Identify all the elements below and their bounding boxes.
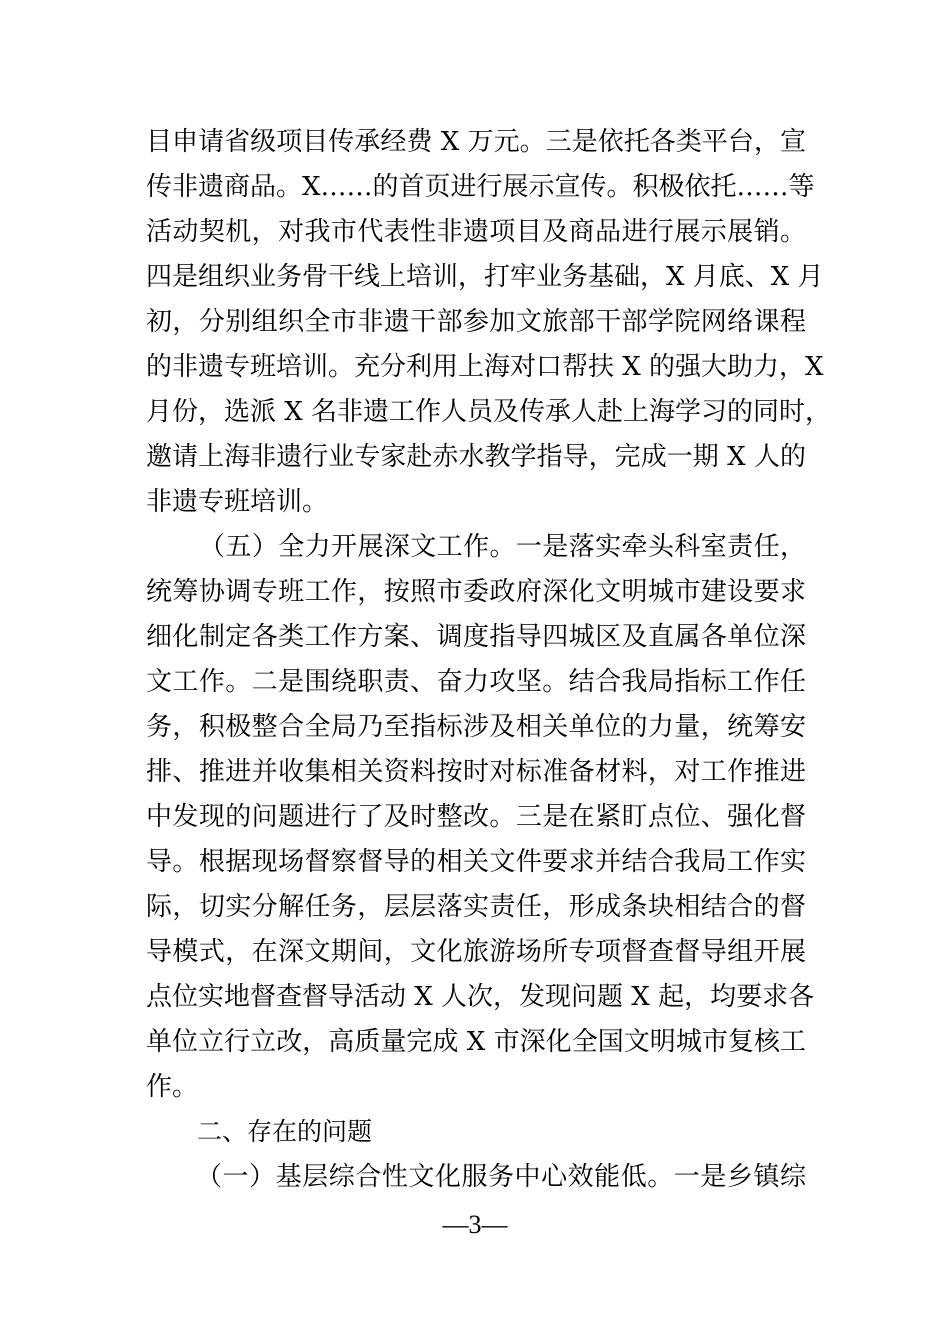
body-line: 传非遗商品。X……的首页进行展示宣传。积极依托……等: [146, 172, 815, 202]
body-line: 作。: [146, 1072, 199, 1102]
body-line: 导模式，在深文期间，文化旅游场所专项督查督导组开展: [146, 937, 806, 967]
body-line: 初，分别组织全市非遗干部参加文旅部干部学院网络课程: [146, 307, 806, 337]
page-number: —3—: [442, 1210, 508, 1239]
body-line: 务，积极整合全局乃至指标涉及相关单位的力量，统筹安: [146, 712, 806, 742]
body-line: 中发现的问题进行了及时整改。三是在紧盯点位、强化督: [146, 802, 806, 832]
body-line: 月份，选派 X 名非遗工作人员及传承人赴上海学习的同时，: [146, 397, 832, 427]
body-line: 目申请省级项目传承经费 X 万元。三是依托各类平台，宣: [146, 127, 806, 157]
body-line: 邀请上海非遗行业专家赴赤水教学指导，完成一期 X 人的: [146, 442, 806, 472]
body-line: 单位立行立改，高质量完成 X 市深化全国文明城市复核工: [146, 1027, 806, 1057]
chapter-heading: 二、存在的问题: [197, 1117, 373, 1146]
body-line: 点位实地督查督导活动 X 人次，发现问题 X 起，均要求各: [146, 982, 815, 1012]
body-line: 统筹协调专班工作，按照市委政府深化文明城市建设要求: [146, 577, 806, 607]
body-line: 细化制定各类工作方案、调度指导四城区及直属各单位深: [146, 622, 806, 652]
body-line: 排、推进并收集相关资料按时对标准备材料，对工作推进: [146, 757, 806, 787]
body-line: 的非遗专班培训。充分利用上海对口帮扶 X 的强大助力，X: [146, 352, 824, 382]
body-line: 际，切实分解任务，层层落实责任，形成条块相结合的督: [146, 892, 806, 922]
subsection-heading-line: （一）基层综合性文化服务中心效能低。一是乡镇综: [196, 1162, 806, 1192]
body-line: 非遗专班培训。: [146, 487, 329, 517]
body-line: 活动契机，对我市代表性非遗项目及商品进行展示展销。: [146, 217, 806, 247]
section-heading-line: （五）全力开展深文工作。一是落实牵头科室责任，: [199, 532, 806, 562]
body-line: 文工作。二是围绕职责、奋力攻坚。结合我局指标工作任: [146, 667, 806, 697]
body-line: 四是组织业务骨干线上培训，打牢业务基础，X 月底、X 月: [146, 262, 824, 292]
body-line: 导。根据现场督察督导的相关文件要求并结合我局工作实: [146, 847, 806, 877]
